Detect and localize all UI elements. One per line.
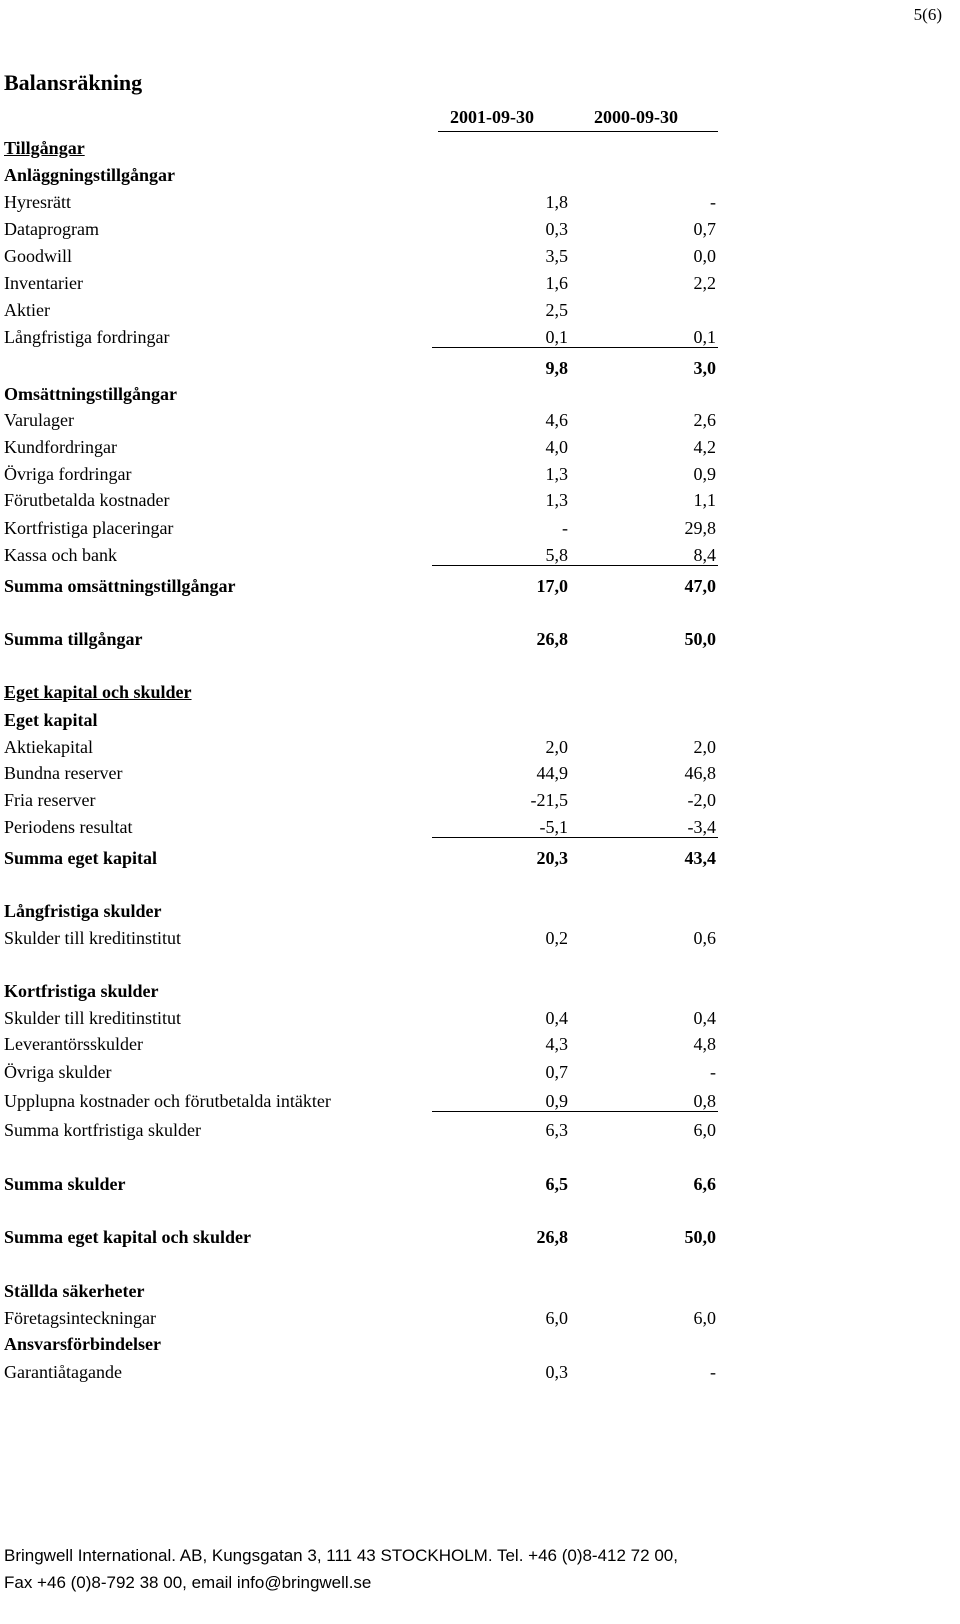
table-row — [0, 735, 730, 759]
value-2000: -3,4 — [687, 817, 716, 837]
table-row — [0, 408, 730, 432]
value-2000: 29,8 — [684, 518, 716, 538]
value-2000: 0,8 — [693, 1091, 716, 1111]
value-2001: 0,9 — [545, 1091, 568, 1111]
table-row — [0, 1332, 730, 1356]
table-row — [0, 136, 730, 160]
value-2000: 50,0 — [684, 629, 716, 649]
value-2001: 4,6 — [545, 410, 568, 430]
table-row — [0, 217, 730, 241]
value-2001: 6,3 — [545, 1120, 568, 1140]
value-2000: 50,0 — [684, 1227, 716, 1247]
value-2001: 0,2 — [545, 928, 568, 948]
row-label: Anläggningstillgångar — [4, 165, 176, 185]
page-number: 5(6) — [913, 5, 942, 24]
row-label: Kundfordringar — [4, 437, 117, 457]
value-2000: 0,7 — [693, 219, 716, 239]
value-2001: 2,5 — [545, 300, 568, 320]
table-row — [0, 271, 730, 295]
value-2001: 2,0 — [545, 737, 568, 757]
value-2001: 1,3 — [545, 490, 568, 510]
table-row — [0, 979, 730, 1003]
table-row — [0, 815, 730, 839]
value-2000: - — [710, 1362, 716, 1382]
value-2000: 46,8 — [684, 763, 716, 783]
value-2000: 0,6 — [693, 928, 716, 948]
table-row — [0, 1172, 730, 1196]
table-row — [0, 1360, 730, 1384]
table-row — [0, 1118, 730, 1142]
value-2001: 0,1 — [545, 327, 568, 347]
row-label: Dataprogram — [4, 219, 99, 239]
row-label: Aktiekapital — [4, 737, 93, 757]
row-label: Eget kapital och skulder — [4, 682, 192, 702]
table-row — [0, 244, 730, 268]
value-2001: 1,3 — [545, 464, 568, 484]
value-2001: 0,4 — [545, 1008, 568, 1028]
value-2001: -21,5 — [530, 790, 568, 810]
footer-address: Bringwell International. AB, Kungsgatan 3, 111 43 STOCKHOLM. Tel. +46 (0)8-412 72 00, — [4, 1546, 678, 1565]
value-2001: 17,0 — [536, 576, 568, 596]
row-label: Garantiåtagande — [4, 1362, 122, 1382]
row-label: Summa eget kapital — [4, 848, 157, 868]
row-label: Ansvarsförbindelser — [4, 1334, 161, 1354]
table-row — [0, 163, 730, 187]
value-2000: 43,4 — [684, 848, 716, 868]
subtotal-rule — [432, 347, 718, 348]
value-2001: 1,8 — [545, 192, 568, 212]
column-header-2000: 2000-09-30 — [594, 107, 678, 127]
row-label: Ställda säkerheter — [4, 1281, 145, 1301]
value-2001: 0,7 — [545, 1062, 568, 1082]
table-row — [0, 356, 730, 380]
row-label: Fria reserver — [4, 790, 96, 810]
column-header-2001: 2001-09-30 — [450, 107, 534, 127]
value-2000: 4,8 — [693, 1034, 716, 1054]
value-2000: 8,4 — [693, 545, 716, 565]
page-title: Balansräkning — [4, 70, 143, 95]
row-label: Inventarier — [4, 273, 83, 293]
row-label: Långfristiga fordringar — [4, 327, 170, 347]
row-label: Bundna reserver — [4, 763, 123, 783]
row-label: Periodens resultat — [4, 817, 133, 837]
value-2000: 0,0 — [693, 246, 716, 266]
subtotal-rule — [432, 565, 718, 566]
table-row — [0, 788, 730, 812]
row-label: Skulder till kreditinstitut — [4, 928, 181, 948]
value-2000: 6,0 — [693, 1120, 716, 1140]
value-2001: 0,3 — [545, 1362, 568, 1382]
value-2000: 3,0 — [693, 358, 716, 378]
value-2000: 0,9 — [693, 464, 716, 484]
row-label: Summa skulder — [4, 1174, 126, 1194]
table-row — [0, 574, 730, 598]
row-label: Tillgångar — [4, 138, 85, 158]
subtotal-rule — [432, 837, 718, 838]
row-label: Aktier — [4, 300, 50, 320]
value-2000: - — [710, 192, 716, 212]
table-row — [0, 899, 730, 923]
table-row — [0, 680, 730, 704]
value-2000: -2,0 — [687, 790, 716, 810]
table-row — [0, 708, 730, 732]
value-2001: - — [562, 518, 568, 538]
value-2000: 6,0 — [693, 1308, 716, 1328]
table-row — [0, 1225, 730, 1249]
header-rule — [438, 131, 718, 132]
row-label: Kortfristiga skulder — [4, 981, 159, 1001]
table-row — [0, 926, 730, 950]
table-row — [0, 298, 730, 322]
row-label: Varulager — [4, 410, 74, 430]
value-2000: 1,1 — [693, 490, 716, 510]
value-2000: 47,0 — [684, 576, 716, 596]
value-2001: 9,8 — [545, 358, 568, 378]
row-label: Upplupna kostnader och förutbetalda intäkter — [4, 1091, 331, 1111]
value-2001: 26,8 — [536, 1227, 568, 1247]
value-2000: 4,2 — [693, 437, 716, 457]
value-2001: 5,8 — [545, 545, 568, 565]
row-label: Hyresrätt — [4, 192, 71, 212]
value-2001: 3,5 — [545, 246, 568, 266]
row-label: Kassa och bank — [4, 545, 117, 565]
table-row — [0, 846, 730, 870]
table-row — [0, 761, 730, 785]
subtotal-rule — [432, 1111, 718, 1112]
row-label: Långfristiga skulder — [4, 901, 162, 921]
value-2001: 0,3 — [545, 219, 568, 239]
row-label: Övriga skulder — [4, 1062, 112, 1082]
value-2001: 44,9 — [536, 763, 568, 783]
row-label: Leverantörsskulder — [4, 1034, 143, 1054]
table-row — [0, 627, 730, 651]
table-row — [0, 1060, 730, 1084]
table-row — [0, 1032, 730, 1056]
value-2001: -5,1 — [539, 817, 568, 837]
value-2001: 4,0 — [545, 437, 568, 457]
row-label: Goodwill — [4, 246, 73, 266]
table-row — [0, 543, 730, 567]
row-label: Förutbetalda kostnader — [4, 490, 170, 510]
table-row — [0, 382, 730, 406]
table-row — [0, 435, 730, 459]
value-2001: 1,6 — [545, 273, 568, 293]
value-2001: 4,3 — [545, 1034, 568, 1054]
value-2000: 2,2 — [693, 273, 716, 293]
value-2000: 2,0 — [693, 737, 716, 757]
value-2000: 0,1 — [693, 327, 716, 347]
row-label: Eget kapital — [4, 710, 98, 730]
table-row — [0, 1279, 730, 1303]
value-2001: 20,3 — [536, 848, 568, 868]
row-label: Summa eget kapital och skulder — [4, 1227, 252, 1247]
table-row — [0, 1306, 730, 1330]
row-label: Företagsinteckningar — [4, 1308, 156, 1328]
row-label: Summa tillgångar — [4, 629, 143, 649]
value-2001: 6,5 — [545, 1174, 568, 1194]
value-2001: 26,8 — [536, 629, 568, 649]
value-2000: - — [710, 1062, 716, 1082]
table-row — [0, 190, 730, 214]
row-label: Summa omsättningstillgångar — [4, 576, 236, 596]
value-2001: 6,0 — [545, 1308, 568, 1328]
row-label: Summa kortfristiga skulder — [4, 1120, 201, 1140]
value-2000: 2,6 — [693, 410, 716, 430]
table-row — [0, 462, 730, 486]
table-row — [0, 488, 730, 512]
footer-contact: Fax +46 (0)8-792 38 00, email info@bringwell.se — [4, 1573, 372, 1592]
row-label: Skulder till kreditinstitut — [4, 1008, 181, 1028]
value-2000: 0,4 — [693, 1008, 716, 1028]
row-label: Övriga fordringar — [4, 464, 132, 484]
table-row — [0, 1006, 730, 1030]
table-row — [0, 516, 730, 540]
table-row — [0, 1089, 730, 1113]
value-2000: 6,6 — [693, 1174, 716, 1194]
table-row — [0, 325, 730, 349]
row-label: Omsättningstillgångar — [4, 384, 178, 404]
row-label: Kortfristiga placeringar — [4, 518, 174, 538]
